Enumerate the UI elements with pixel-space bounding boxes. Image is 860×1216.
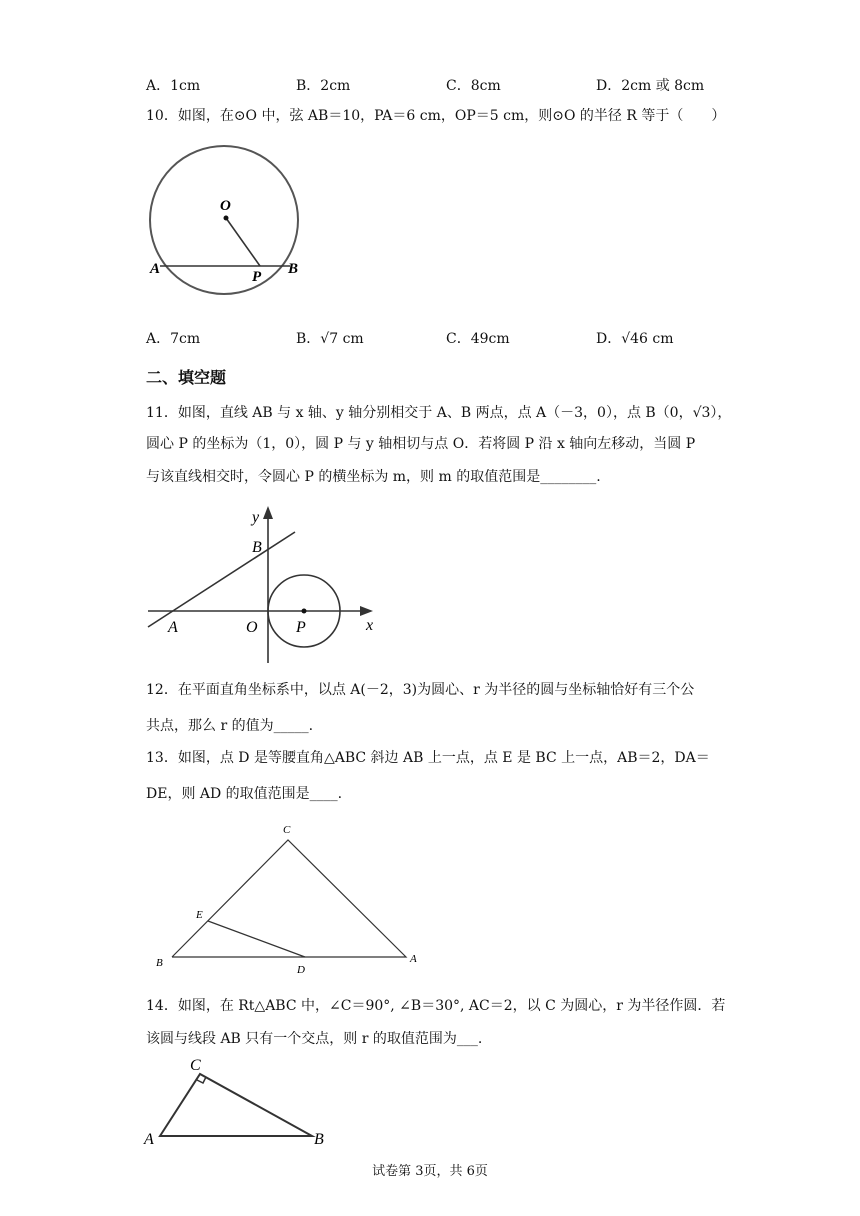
triangle-abc (160, 1074, 312, 1136)
q13-triangle-figure (150, 818, 425, 978)
label-a: A (410, 953, 417, 965)
section-title: 二、填空题 (146, 368, 227, 387)
q10-option-c: C．49cm (446, 331, 510, 347)
circle-o (150, 146, 298, 294)
q9-option-d: D．2cm 或 8cm (596, 78, 705, 94)
label-c: C (283, 824, 291, 836)
label-a: A (150, 261, 161, 277)
q9-option-a: A．1cm (146, 78, 201, 94)
q13-line-1: 13．如图，点 D 是等腰直角△ABC 斜边 AB 上一点，点 E 是 BC 上一点，AB＝2，DA＝ (146, 750, 710, 766)
q13-line-2: DE，则 AD 的取值范围是____. (146, 786, 343, 802)
label-b: B (252, 539, 262, 556)
q14-line-1: 14．如图，在 Rt△ABC 中，∠C＝90°, ∠B＝30°, AC＝2，以 C 为圆心，r 为半径作圆．若 (146, 998, 726, 1014)
label-o: O (220, 198, 231, 214)
label-c: C (190, 1057, 201, 1074)
q11-line-1: 11．如图，直线 AB 与 x 轴、y 轴分别相交于 A、B 两点，点 A（－3，0），点 B（0，√3）， (146, 405, 732, 421)
label-b: B (156, 957, 163, 969)
label-b: B (288, 261, 299, 277)
q14-line-2: 该圆与线段 AB 只有一个交点，则 r 的取值范围为___. (146, 1031, 483, 1047)
q10-option-b: B．√7 cm (296, 331, 364, 347)
x-axis-arrow-icon (360, 606, 373, 616)
label-y: y (252, 509, 260, 526)
q11-line-3: 与该直线相交时，令圆心 P 的横坐标为 m，则 m 的取值范围是________. (146, 469, 601, 485)
center-point-o (224, 216, 229, 221)
q11-line-2: 圆心 P 的坐标为（1，0），圆 P 与 y 轴相切与点 O．若将圆 P 沿 x 轴向左移动，当圆 P (146, 436, 696, 452)
label-p: P (252, 269, 262, 285)
label-a: A (144, 1131, 154, 1148)
label-o: O (246, 619, 258, 636)
label-b: B (314, 1131, 324, 1148)
label-x: x (366, 617, 374, 634)
line-ab (148, 532, 295, 627)
q12-line-1: 12．在平面直角坐标系中，以点 A(－2，3)为圆心、r 为半径的圆与坐标轴恰好有三个公 (146, 682, 695, 698)
label-e: E (196, 909, 203, 921)
page-footer: 试卷第 3页，共 6页 (372, 1164, 488, 1179)
label-p: P (296, 619, 306, 636)
y-axis-arrow-icon (263, 506, 273, 519)
q11-coordinate-figure (140, 500, 390, 668)
q10-option-a: A．7cm (146, 331, 201, 347)
q12-line-2: 共点，那么 r 的值为_____. (146, 718, 314, 734)
q14-right-triangle-figure (140, 1050, 340, 1150)
segment-op (226, 218, 260, 266)
q9-option-b: B．2cm (296, 78, 351, 94)
center-point-p (302, 609, 307, 614)
q10-option-d: D．√46 cm (596, 331, 674, 347)
label-d: D (297, 964, 305, 976)
q10-stem: 10．如图，在⊙O 中，弦 AB＝10，PA＝6 cm，OP＝5 cm，则⊙O 的半径 R 等于（ ） (146, 108, 726, 124)
q9-option-c: C．8cm (446, 78, 501, 94)
triangle-abc (172, 840, 406, 957)
segment-ed (208, 921, 305, 957)
label-a: A (168, 619, 178, 636)
q10-circle-figure (140, 138, 315, 303)
